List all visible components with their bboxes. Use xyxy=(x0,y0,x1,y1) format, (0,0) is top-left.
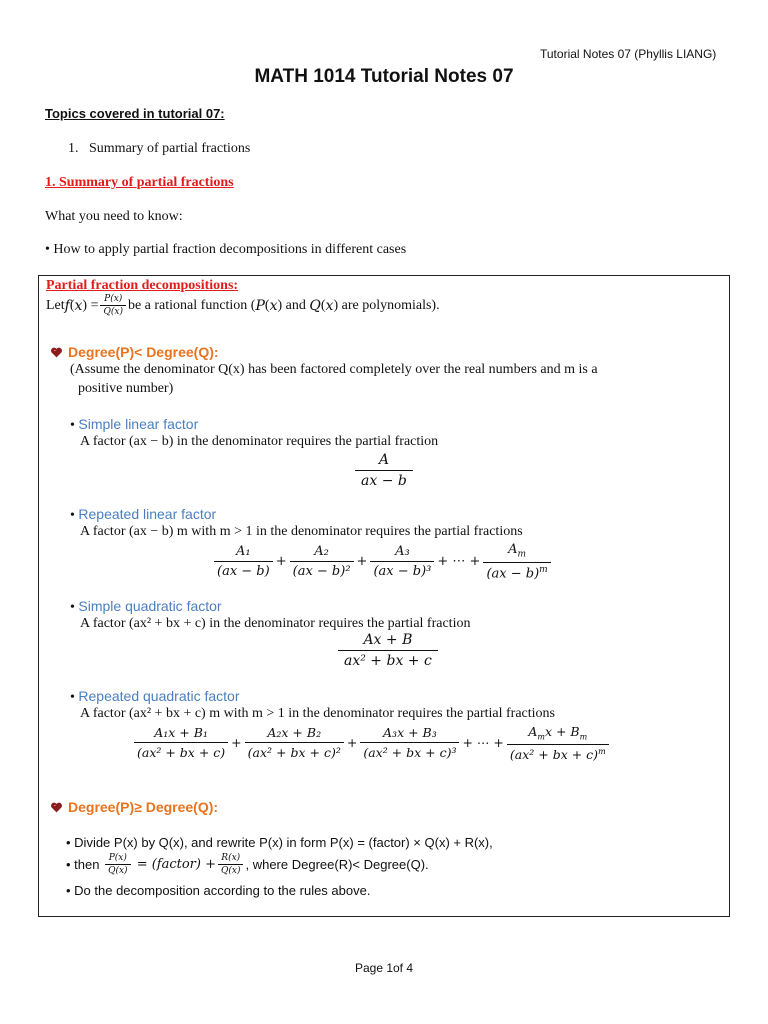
case1-label: Degree(P)< Degree(Q): xyxy=(68,344,219,360)
simple-quadratic-title: • Simple quadratic factor xyxy=(70,598,222,615)
topics-heading: Topics covered in tutorial 07: xyxy=(45,106,225,121)
let-and: and xyxy=(282,297,310,313)
repeated-quadratic-title: • Repeated quadratic factor xyxy=(70,688,240,705)
assume-line1: (Assume the denominator Q(x) has been factored completely over the real numbers and m is a xyxy=(70,362,598,377)
repeated-quadratic-label: Repeated quadratic factor xyxy=(78,688,240,704)
topics-item: 1. Summary of partial fractions xyxy=(68,141,251,156)
section-heading: 1. Summary of partial fractions xyxy=(45,175,234,190)
let-end: are polynomials). xyxy=(338,297,440,313)
case2-label: Degree(P)≥ Degree(Q): xyxy=(68,799,219,815)
running-header: Tutorial Notes 07 (Phyllis LIANG) xyxy=(540,47,717,61)
simple-linear-text: A factor (ax − b) in the denominator requires the partial fraction xyxy=(80,434,439,449)
r-over-q-fraction: $\frac{R(x)}{Q(x)}$ xyxy=(218,853,243,876)
p-over-q-fraction: $\frac{P(x)}{Q(x)}$ xyxy=(100,294,125,317)
repeated-linear-sum: A₁ (ax − b) + $\frac{\text{A₂}}{\text{(ax − b)²}}$ + $\frac{\text{A₃}}{\text{(ax − b)³}}$ + ⋯ + $\frac{A_m}{(ax - b)^m}$ xyxy=(214,542,551,581)
simple-linear-label: Simple linear factor xyxy=(78,416,199,432)
case2-bullet2-pre: • then xyxy=(66,857,104,872)
let-post: be a rational function ( xyxy=(127,297,256,313)
repeated-linear-title: • Repeated linear factor xyxy=(70,506,217,523)
case2-bullet3: • Do the decomposition according to the rules above. xyxy=(66,883,371,898)
repeated-quadratic-sum: A₁x + B₁ (ax² + bx + c) + $\frac{\text{A₂x + B₂}}{\text{(ax² + bx + c)²}}$ + $\frac{\text{A₃x + B₃}}{\text{(ax² + bx + c)³}}$ + ⋯ + $A_mx + B_m$ (ax² + bx + c)$^m$ xyxy=(134,724,609,762)
repeated-quadratic-text: A factor (ax² + bx + c) m with m > 1 in the denominator requires the partial fractions xyxy=(80,706,555,721)
page-title: MATH 1014 Tutorial Notes 07 xyxy=(254,66,514,87)
assume-line2: positive number) xyxy=(78,381,174,396)
simple-quadratic-label: Simple quadratic factor xyxy=(78,598,222,614)
heart-icon xyxy=(50,346,63,359)
let-line: Let f ( x ) = $\frac{P(x)}{Q(x)}$ be a rational function ( P ( x ) and Q ( x ) are polynomials). xyxy=(46,294,440,317)
page-number: Page 1of 4 xyxy=(354,961,414,975)
simple-quadratic-text: A factor (ax² + bx + c) in the denominator requires the partial fraction xyxy=(80,616,471,631)
case2-bullet2: • then $\frac{P(x)}{Q(x)}$ = (factor) + $\frac{R(x)}{Q(x)}$ , where Degree(R)< Degree(Q). xyxy=(66,853,429,876)
let-pre: Let xyxy=(46,297,65,313)
section-bullet: • How to apply partial fraction decompositions in different cases xyxy=(45,242,407,257)
case2-bullet1: • Divide P(x) by Q(x), and rewrite P(x) in form P(x) = (factor) × Q(x) + R(x), xyxy=(66,835,493,850)
box-heading: Partial fraction decompositions: xyxy=(46,278,239,293)
heart-icon xyxy=(50,801,63,814)
simple-linear-title: • Simple linear factor xyxy=(70,416,199,433)
simple-linear-fraction: A ax − b xyxy=(355,452,413,489)
simple-quadratic-fraction: Ax + B ax² + bx + c xyxy=(338,632,438,669)
repeated-linear-text: A factor (ax − b) m with m > 1 in the denominator requires the partial fractions xyxy=(80,524,523,539)
case2-bullet2-post: , where Degree(R)< Degree(Q). xyxy=(245,857,429,872)
p-over-q-fraction: $\frac{P(x)}{Q(x)}$ xyxy=(105,853,130,876)
repeated-linear-label: Repeated linear factor xyxy=(78,506,217,522)
need-to-know: What you need to know: xyxy=(45,209,183,224)
